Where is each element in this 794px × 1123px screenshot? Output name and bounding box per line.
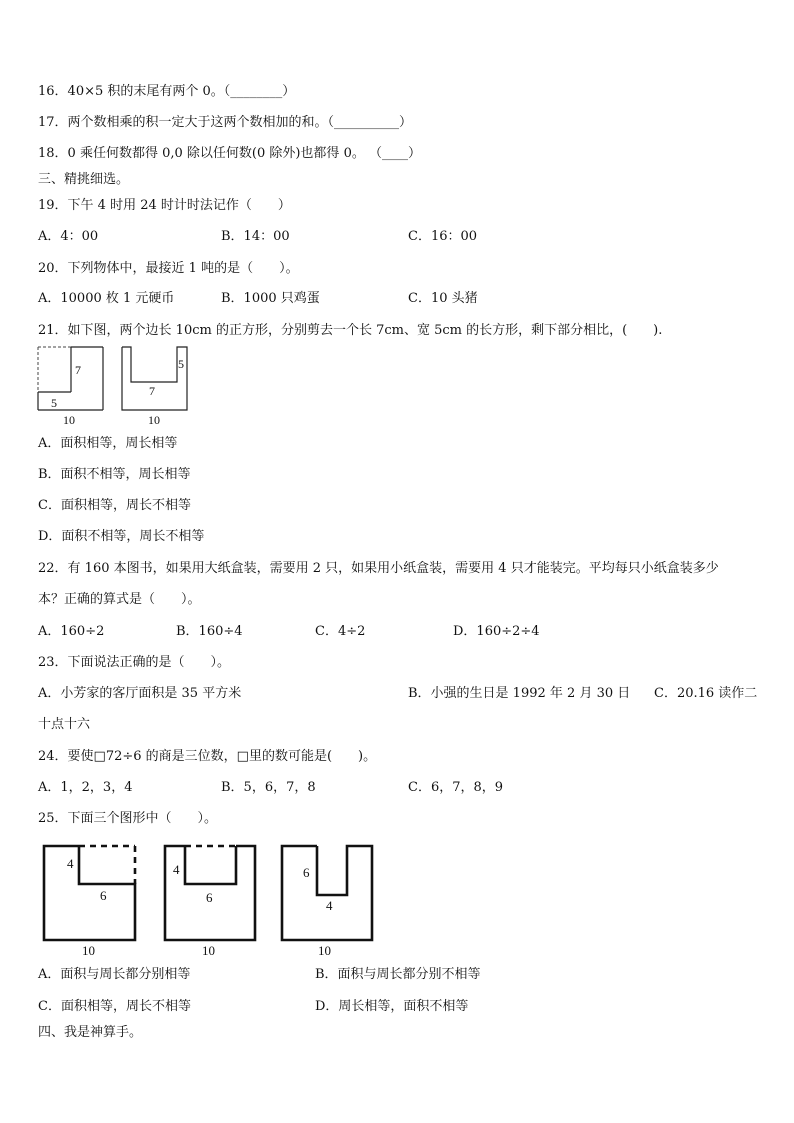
question-24-stem: 24．要使□72÷6 的商是三位数，□里的数可能是( )。 <box>38 749 377 764</box>
question-25-option-a: A．面积与周长都分别相等 <box>38 967 191 982</box>
question-23-stem: 23．下面说法正确的是（ ）。 <box>38 655 231 670</box>
square-right <box>122 347 187 427</box>
question-22-stem-line1: 22．有 160 本图书，如果用大纸盒装，需要用 2 只，如果用小纸盒装，需要用 4 只才能装完。平均每只小纸盒装多少 <box>38 561 719 576</box>
question-20-stem: 20．下列物体中，最接近 1 吨的是（ ）。 <box>38 261 299 276</box>
question-23-option-c: C．20.16 读作二 <box>654 686 758 701</box>
label-right-7: 7 <box>149 384 155 398</box>
label-right-5: 5 <box>178 357 184 371</box>
section-4-heading: 四、我是神算手。 <box>38 1025 143 1040</box>
figure-25-3 <box>282 846 372 958</box>
question-25-option-c: C．面积相等，周长不相等 <box>38 999 191 1014</box>
label-left-5: 5 <box>51 396 57 410</box>
question-21-option-d: D．面积不相等，周长不相等 <box>38 529 205 544</box>
question-22-option-b: B．160÷4 <box>176 624 243 639</box>
f3-label-4: 4 <box>326 898 333 913</box>
figure-25-2 <box>165 846 255 958</box>
question-20-option-c: C．10 头猪 <box>408 291 478 306</box>
question-22-option-c: C．4÷2 <box>315 624 366 639</box>
f1-label-10: 10 <box>82 943 95 958</box>
f2-label-4: 4 <box>173 862 180 877</box>
question-18: 18．0 乘任何数都得 0,0 除以任何数(0 除外)也都得 0。 （____） <box>38 146 421 161</box>
question-21-figure <box>35 344 205 428</box>
f3-label-6: 6 <box>303 865 310 880</box>
question-19-stem: 19．下午 4 时用 24 时计时法记作（ ） <box>38 198 291 213</box>
question-25-stem: 25．下面三个图形中（ ）。 <box>38 811 218 826</box>
square-left <box>38 347 103 427</box>
label-left-7: 7 <box>75 363 81 377</box>
question-21-option-c: C．面积相等，周长不相等 <box>38 498 191 513</box>
question-23-option-a: A．小芳家的客厅面积是 35 平方米 <box>38 686 242 701</box>
question-24-option-b: B．5，6，7，8 <box>221 780 316 795</box>
f2-label-10: 10 <box>202 943 215 958</box>
question-19-option-c: C．16：00 <box>408 229 478 244</box>
question-25-option-b: B．面积与周长都分别不相等 <box>315 967 481 982</box>
question-23-option-b: B．小强的生日是 1992 年 2 月 30 日 <box>408 686 631 701</box>
figure-25-1 <box>44 846 135 958</box>
question-16: 16．40×5 积的末尾有两个 0。（________） <box>38 84 296 99</box>
f2-label-6: 6 <box>206 890 213 905</box>
question-19-option-a: A．4：00 <box>38 229 99 244</box>
question-19-option-b: B．14：00 <box>221 229 290 244</box>
section-3-heading: 三、精挑细选。 <box>38 172 130 187</box>
question-22-option-d: D．160÷2÷4 <box>453 624 540 639</box>
question-21-option-a: A．面积相等，周长相等 <box>38 436 178 451</box>
f1-label-4: 4 <box>67 856 74 871</box>
f3-label-10: 10 <box>318 943 331 958</box>
question-22-stem-line2: 本？正确的算式是（ ）。 <box>38 592 201 607</box>
question-21-stem: 21．如下图，两个边长 10cm 的正方形，分别剪去一个长 7cm、宽 5cm 的长方形，剩下部分相比，( ). <box>38 323 663 338</box>
question-20-option-b: B．1000 只鸡蛋 <box>221 291 320 306</box>
question-24-option-a: A．1，2，3，4 <box>38 780 133 795</box>
question-22-option-a: A．160÷2 <box>38 624 105 639</box>
question-25-option-d: D．周长相等，面积不相等 <box>315 999 469 1014</box>
label-right-10: 10 <box>148 413 160 427</box>
label-left-10: 10 <box>63 413 75 427</box>
question-24-option-c: C．6，7，8，9 <box>408 780 504 795</box>
question-21-option-b: B．面积不相等，周长相等 <box>38 467 191 482</box>
question-25-figure <box>40 842 380 962</box>
question-23-option-c-cont: 十点十六 <box>38 717 91 732</box>
question-20-option-a: A．10000 枚 1 元硬币 <box>38 291 175 306</box>
question-17: 17．两个数相乘的积一定大于这两个数相加的和。（__________） <box>38 115 413 130</box>
f1-label-6: 6 <box>100 888 107 903</box>
